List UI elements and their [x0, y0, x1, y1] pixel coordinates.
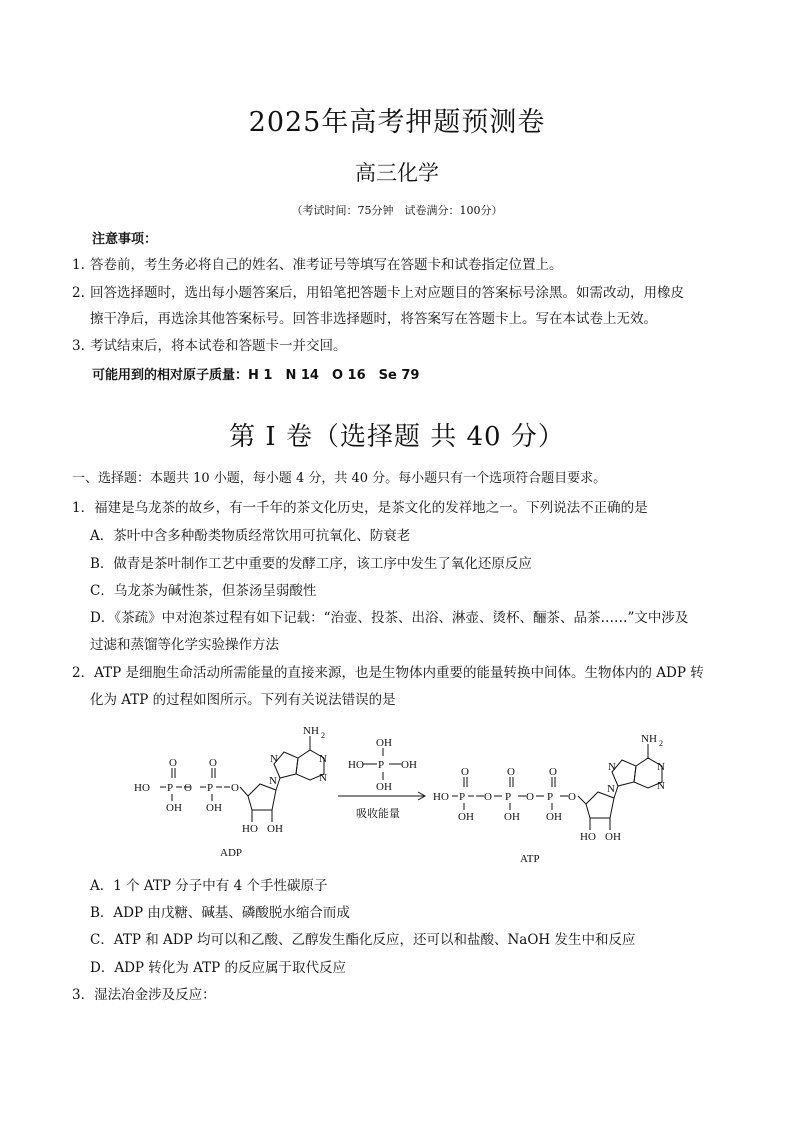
svg-text:N: N [319, 753, 327, 765]
svg-text:OH: OH [206, 802, 222, 814]
svg-text:P: P [459, 791, 466, 803]
svg-text:P: P [547, 791, 554, 803]
svg-text:N: N [607, 783, 615, 795]
question-2-option-b: B．ADP 由戊糖、碱基、磷酸脱水缩合而成 [90, 905, 350, 921]
nh2-label-atp: NH [641, 733, 657, 745]
notice-item-text: 考试结束后，将本试卷和答题卡一并交回。 [90, 338, 347, 354]
svg-text:O: O [169, 757, 177, 769]
question-1-option-d: D．《茶疏》中对泡茶过程有如下记载：“治壶、投茶、出浴、淋壶、烫杯、酾茶、品茶……”文中涉及 [90, 610, 689, 626]
question-1-stem: 1．福建是乌龙茶的故乡，有一千年的茶文化历史，是茶文化的发祥地之一。下列说法不正确的是 [72, 500, 648, 516]
section-instruction: 一、选择题：本题共 10 小题，每小题 4 分，共 40 分。每小题只有一个选项符合题目要求。 [72, 471, 607, 486]
nh2-label-adp: NH [303, 725, 319, 737]
svg-text:OH: OH [546, 811, 562, 823]
svg-text:O: O [184, 782, 192, 794]
svg-text:O: O [507, 766, 515, 778]
question-1-option-b: B．做青是茶叶制作工艺中重要的发酵工序，该工序中发生了氧化还原反应 [90, 556, 532, 572]
notice-item-number: 3. [72, 338, 85, 354]
svg-text:O: O [526, 791, 534, 803]
svg-text:N: N [657, 780, 665, 792]
svg-text:OH: OH [267, 823, 283, 835]
svg-text:O: O [461, 766, 469, 778]
atp-label: ATP [520, 853, 540, 865]
svg-text:N: N [319, 772, 327, 784]
notice-item-number: 1. [72, 257, 85, 273]
section-title: 第 I 卷（选择题 共 40 分） [229, 422, 565, 452]
atomic-mass-note: 可能用到的相对原子质量：H 1 N 14 O 16 Se 79 [92, 368, 420, 383]
svg-text:OH: OH [458, 811, 474, 823]
svg-text:O: O [568, 791, 576, 803]
svg-text:O: O [231, 782, 239, 794]
svg-text:P: P [505, 791, 512, 803]
svg-text:OH: OH [401, 759, 417, 771]
exam-subtitle: 高三化学 [355, 161, 439, 185]
svg-text:P: P [167, 782, 174, 794]
adp-label: ADP [220, 847, 243, 859]
svg-text:N: N [269, 775, 277, 787]
notice-item-3 [72, 337, 347, 355]
question-2-stem-continued: 化为 ATP 的过程如图所示。下列有关说法错误的是 [90, 692, 396, 708]
svg-text:OH: OH [376, 781, 392, 793]
question-1-option-c: C．乌龙茶为碱性茶，但茶汤呈弱酸性 [90, 583, 317, 599]
notice-item-number: 2. [72, 285, 85, 301]
svg-text:OH: OH [605, 831, 621, 843]
svg-text:O: O [484, 791, 492, 803]
question-1-option-d-continued: 过滤和蒸馏等化学实验操作方法 [90, 637, 279, 653]
notice-item-text: 回答选择题时，选出每小题答案后，用铅笔把答题卡上对应题目的答案标号涂黑。如需改动，用橡皮 [90, 285, 684, 301]
question-2-option-d: D．ADP 转化为 ATP 的反应属于取代反应 [90, 960, 346, 976]
svg-text:N: N [608, 761, 616, 773]
notice-item-2-continued: 擦干净后，再选涂其他答案标号。回答非选择题时，将答案写在答题卡上。写在本试卷上无效。 [90, 311, 657, 327]
svg-text:N: N [270, 753, 278, 765]
svg-text:HO: HO [348, 759, 364, 771]
svg-text:HO: HO [433, 791, 449, 803]
exam-title: 2025年高考押题预测卷 [248, 107, 546, 138]
svg-text:HO: HO [242, 823, 258, 835]
svg-text:HO: HO [580, 831, 596, 843]
nh2-subscript-adp: 2 [321, 731, 325, 740]
svg-text:P: P [378, 759, 385, 771]
question-2-stem: 2．ATP 是细胞生命活动所需能量的直接来源，也是生物体内重要的能量转换中间体。生物体内的 ADP 转 [72, 665, 704, 681]
question-3-stem: 3．湿法冶金涉及反应： [72, 987, 216, 1003]
svg-text:P: P [207, 782, 214, 794]
exam-info: （考试时间：75分钟 试卷满分：100分） [291, 204, 503, 217]
svg-text:HO: HO [134, 782, 150, 794]
svg-text:O: O [549, 766, 557, 778]
svg-text:OH: OH [166, 802, 182, 814]
nh2-subscript-atp: 2 [659, 739, 663, 748]
notice-item-2 [72, 284, 684, 302]
svg-text:N: N [657, 761, 665, 773]
adp-atp-diagram [120, 718, 700, 868]
svg-text:O: O [209, 757, 217, 769]
arrow-label: 吸收能量 [356, 808, 400, 820]
question-1-option-a: A．茶叶中含多种酚类物质经常饮用可抗氧化、防衰老 [90, 528, 411, 544]
svg-text:OH: OH [504, 811, 520, 823]
svg-text:OH: OH [376, 737, 392, 749]
notice-item-text: 答卷前，考生务必将自己的姓名、准考证号等填写在答题卡和试卷指定位置上。 [90, 257, 563, 273]
notice-heading: 注意事项： [92, 232, 158, 247]
question-2-option-a: A．1 个 ATP 分子中有 4 个手性碳原子 [90, 878, 328, 894]
question-2-option-c: C．ATP 和 ADP 均可以和乙酸、乙醇发生酯化反应，还可以和盐酸、NaOH 发生中和反应 [90, 932, 636, 948]
notice-item-1 [72, 256, 563, 274]
